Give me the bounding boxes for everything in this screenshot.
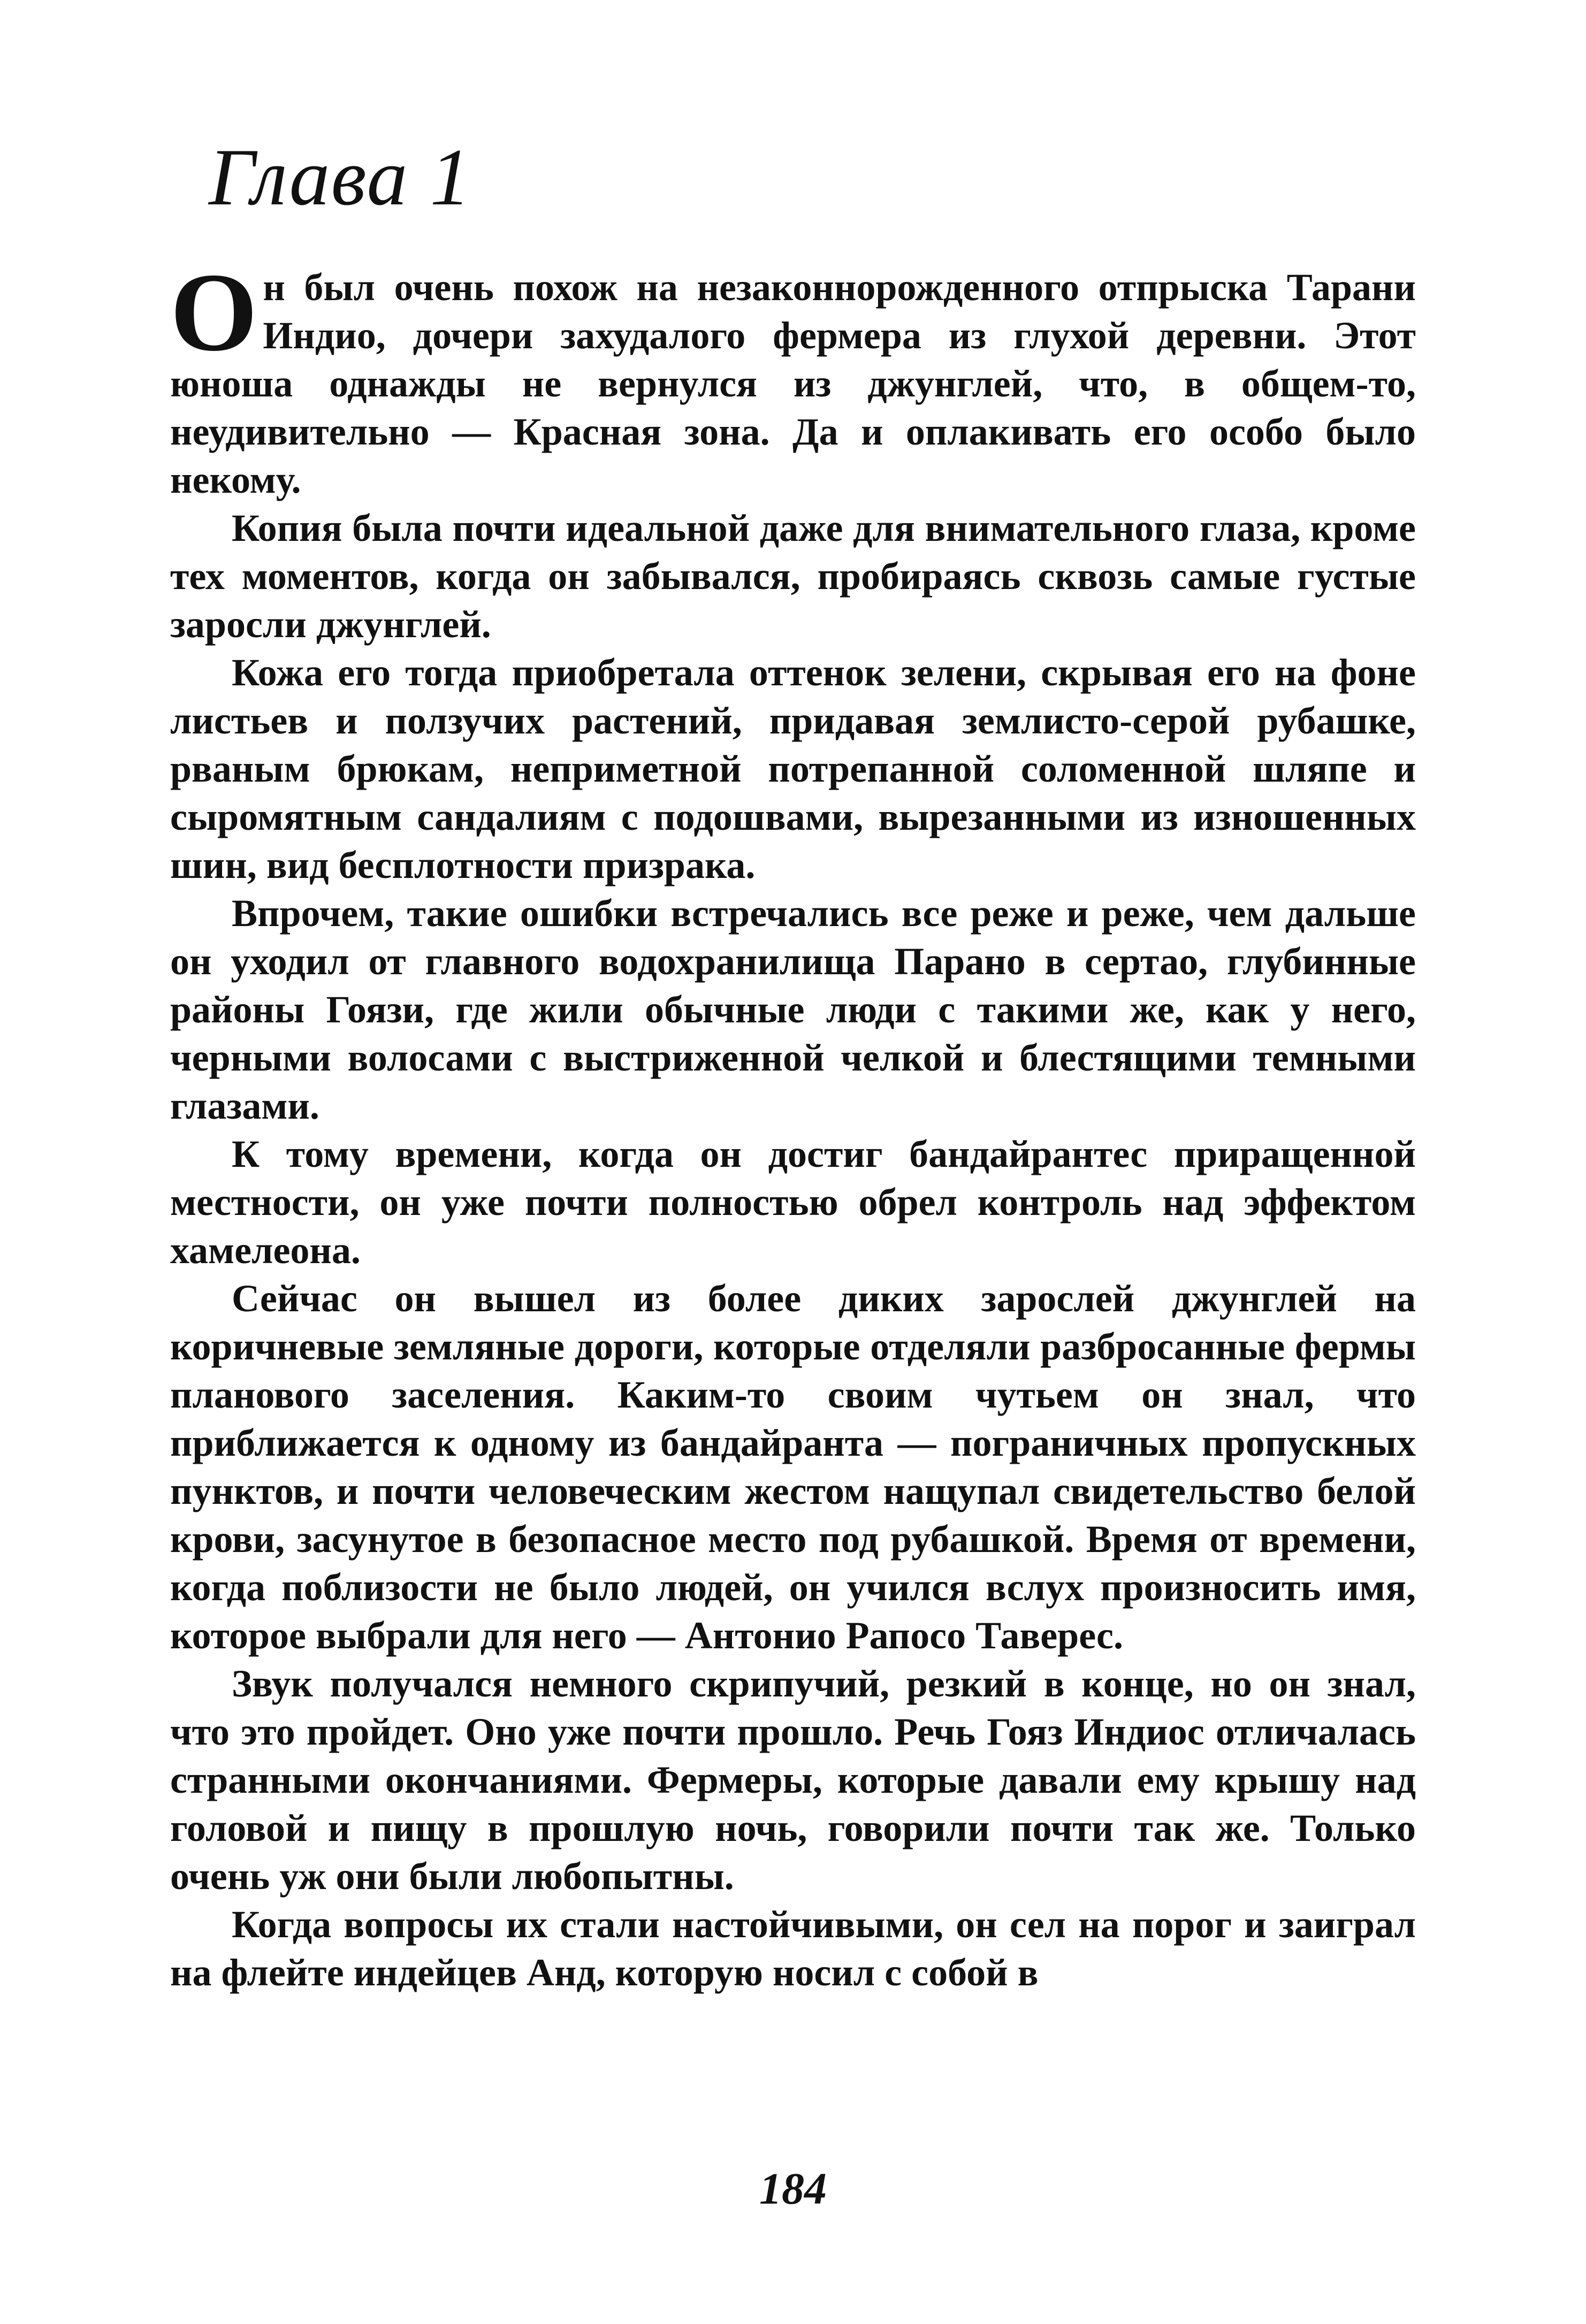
paragraph-text: н был очень похож на незаконнорожденного отпрыска Тарани Индио, дочери захудалого фермера из глухой деревни. Этот юноша однажды не вернулся из джунглей, что, в общем-то, неудивительно — Красная зона. Да и оплакивать его особо было некому.: [170, 266, 1416, 501]
paragraph-3: Кожа его тогда приобретала оттенок зелени, скрывая его на фоне листьев и ползучих растений, придавая землисто-серой рубашке, рваным брюкам, неприметной потрепанной соломенной шляпе и сыромятным сандалиям с подошвами, вырезанными из изношенных шин, вид бесплотности призрака.: [170, 651, 1416, 886]
paragraph-5: К тому времени, когда он достиг бандайрантес приращенной местности, он уже почти полностью обрел контроль над эффектом хамелеона.: [170, 1133, 1416, 1272]
paragraph-7: Звук получался немного скрипучий, резкий в конце, но он знал, что это пройдет. Оно уже почти прошло. Речь Гояз Индиос отличалась странными окончаниями. Фермеры, которые давали ему крышу над головой и пищу в прошлую ночь, говорили почти так же. Только очень уж они были любопытны.: [170, 1662, 1416, 1898]
drop-cap: О: [170, 250, 258, 374]
page-number: 184: [759, 2164, 827, 2214]
chapter-title: Глава 1: [209, 132, 472, 222]
paragraph-2: Копия была почти идеальной даже для внимательного глаза, кроме тех моментов, когда он забывался, пробираясь сквозь самые густые заросли джунглей.: [170, 507, 1416, 646]
paragraph-6: Сейчас он вышел из более диких зарослей джунглей на коричневые земляные дороги, которые отделяли разбросанные фермы планового заселения. Каким-то своим чутьем он знал, что приближается к одному из бандайранта — пограничных пропускных пунктов, и почти человеческим жестом нащупал свидетельство белой крови, засунутое в безопасное место под рубашкой. Время от времени, когда поблизости не было людей, он учился вслух произносить имя, которое выбрали для него — Антонио Рапосо Таверес.: [170, 1277, 1416, 1657]
chapter-body: [170, 250, 1416, 1997]
paragraph-4: Впрочем, такие ошибки встречались все реже и реже, чем дальше он уходил от главного водохранилища Парано в сертао, глубинные районы Гоязи, где жили обычные люди с такими же, как у него, черными волосами с выстриженной челкой и блестящими темными глазами.: [170, 892, 1416, 1127]
paragraph-1: [170, 250, 1416, 504]
paragraph-8: Когда вопросы их стали настойчивыми, он сел на порог и заиграл на флейте индейцев Анд, которую носил с собой в: [170, 1903, 1416, 1994]
